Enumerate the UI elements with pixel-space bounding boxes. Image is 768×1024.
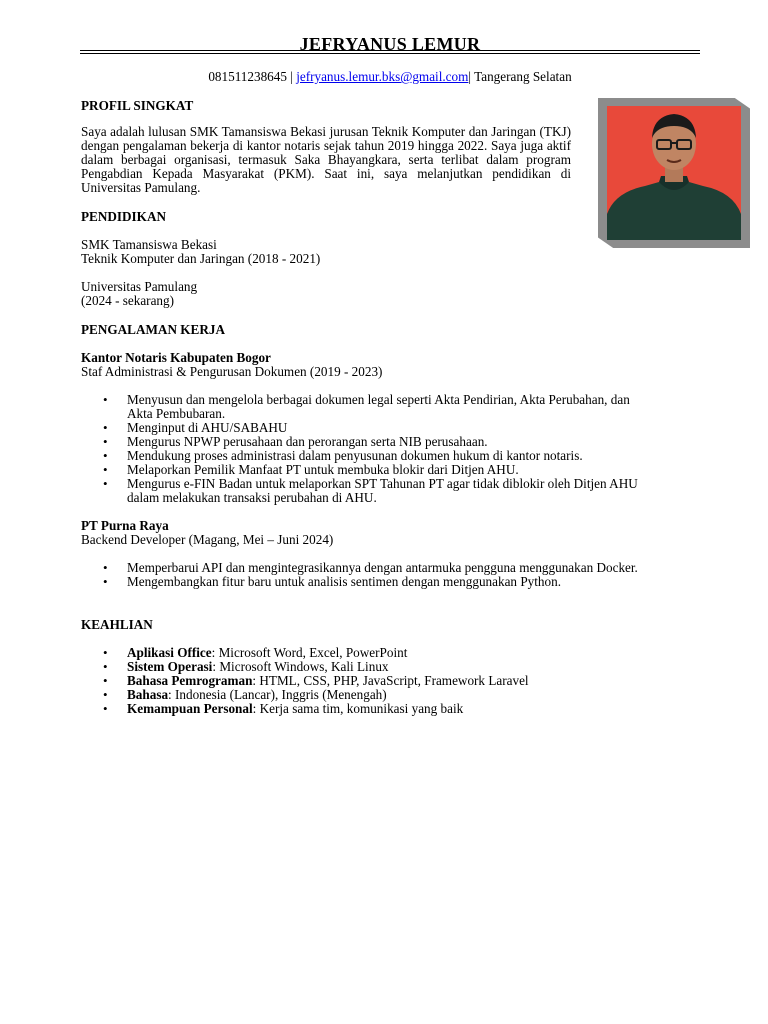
skills-list — [81, 646, 651, 716]
contact-separator: | — [468, 69, 475, 84]
contact-separator: | — [286, 69, 297, 84]
skill-label: Aplikasi Office — [127, 645, 212, 660]
job-company: PT Purna Raya — [81, 518, 169, 533]
skills-heading: KEAHLIAN — [81, 617, 153, 632]
education-school: SMK Tamansiswa Bekasi — [81, 237, 217, 252]
list-item: • Mengurus e-FIN Badan untuk melaporkan SPT Tahunan PT agar tidak diblokir oleh Ditjen AHU dalam melakukan transaksi perubahan di AHU. — [81, 477, 651, 505]
person-portrait-icon — [607, 106, 741, 240]
education-school: Universitas Pamulang — [81, 279, 198, 294]
skill-label: Kemampuan Personal — [127, 701, 253, 716]
contact-line — [80, 70, 700, 84]
location: Tangerang Selatan — [474, 69, 572, 84]
profile-heading: PROFIL SINGKAT — [81, 98, 194, 113]
skill-value: : Indonesia (Lancar), Inggris (Menengah) — [168, 687, 387, 702]
skill-value: : Microsoft Windows, Kali Linux — [212, 659, 389, 674]
phone-number: 081511238645 — [208, 69, 287, 84]
header-rule-bottom — [80, 53, 700, 54]
education-detail: Teknik Komputer dan Jaringan (2018 - 2021) — [81, 251, 321, 266]
skill-item — [81, 646, 651, 660]
skill-item — [81, 702, 651, 716]
education-heading: PENDIDIKAN — [81, 209, 166, 224]
skill-item — [81, 688, 651, 702]
profile-photo — [607, 106, 741, 240]
job-role: Backend Developer (Magang, Mei – Juni 2024) — [81, 532, 334, 547]
profile-text: Saya adalah lulusan SMK Tamansiswa Bekasi jurusan Teknik Komputer dan Jaringan (TKJ) dengan pengalaman bekerja di kantor notaris sejak tahun 2019 hingga 2022. Saya juga aktif dalam berbagai organisasi, termasuk Saka Bhayangkara, serta terlibat dalam program Pengabdian Kepada Masyarakat (PKM). Saat ini, saya melanjutkan pendidikan di Universitas Pamulang. — [81, 124, 571, 195]
skill-label: Bahasa Pemrograman — [127, 673, 253, 688]
list-item: • Menginput di AHU/SABAHU — [81, 421, 651, 435]
education-detail: (2024 - sekarang) — [81, 293, 175, 308]
skill-value: : Microsoft Word, Excel, PowerPoint — [211, 645, 408, 660]
skill-label: Sistem Operasi — [127, 659, 213, 674]
list-item: • Mengurus NPWP perusahaan dan perorangan serta NIB perusahaan. — [81, 435, 651, 449]
resume-name: JEFRYANUS LEMUR — [299, 34, 481, 54]
skill-value: : Kerja sama tim, komunikasi yang baik — [252, 701, 464, 716]
list-item: • Menyusun dan mengelola berbagai dokumen legal seperti Akta Pendirian, Akta Perubahan, dan Akta Pembubaran. — [81, 393, 651, 421]
experience-heading: PENGALAMAN KERJA — [81, 322, 225, 337]
job-duties-list — [81, 561, 651, 589]
skill-label: Bahasa — [127, 687, 169, 702]
job-role: Staf Administrasi & Pengurusan Dokumen (2019 - 2023) — [81, 364, 383, 379]
skill-item — [81, 660, 651, 674]
list-item: • Mendukung proses administrasi dalam penyusunan dokumen hukum di kantor notaris. — [81, 449, 651, 463]
list-item: • Memperbarui API dan mengintegrasikannya dengan antarmuka pengguna menggunakan Docker. — [81, 561, 651, 575]
job-company: Kantor Notaris Kabupaten Bogor — [81, 350, 271, 365]
skill-value: : HTML, CSS, PHP, JavaScript, Framework Laravel — [252, 673, 529, 688]
job-duties-list — [81, 393, 651, 505]
email-link[interactable]: jefryanus.lemur.bks@gmail.com — [296, 69, 469, 84]
list-item: • Mengembangkan fitur baru untuk analisis sentimen dengan menggunakan Python. — [81, 575, 651, 589]
skill-item — [81, 674, 651, 688]
header-rule-top — [80, 50, 700, 51]
list-item: • Melaporkan Pemilik Manfaat PT untuk membuka blokir dari Ditjen AHU. — [81, 463, 651, 477]
